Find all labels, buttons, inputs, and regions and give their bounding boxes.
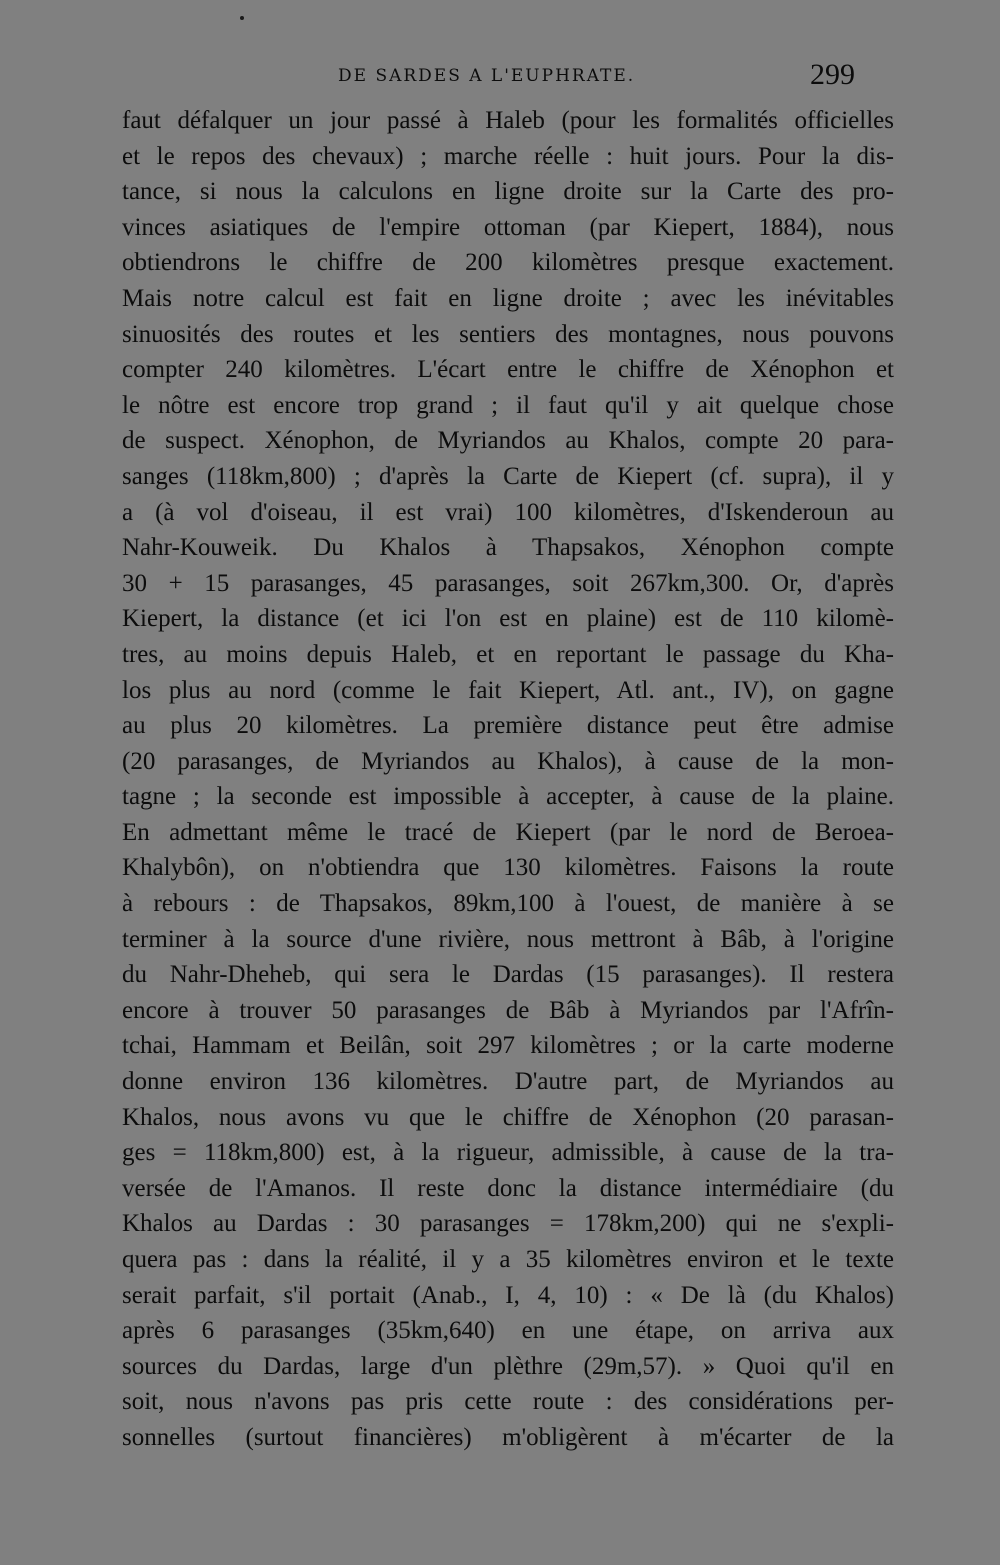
text-line: tchai, Hammam et Beilân, soit 297 kilomètres ; or la carte moderne [122, 1032, 894, 1060]
text-line: sanges (118km,800) ; d'après la Carte de Kiepert (cf. supra), il y [122, 462, 894, 490]
text-line: En admettant même le tracé de Kiepert (par le nord de Beroea- [122, 818, 894, 846]
text-line: de suspect. Xénophon, de Myriandos au Khalos, compte 20 para- [122, 427, 894, 455]
page-number: 299 [810, 58, 855, 91]
text-line: 30 + 15 parasanges, 45 parasanges, soit 267km,300. Or, d'après [122, 569, 894, 597]
text-line: vinces asiatiques de l'empire ottoman (par Kiepert, 1884), nous [122, 213, 894, 241]
text-line: terminer à la source d'une rivière, nous mettront à Bâb, à l'origine [122, 925, 894, 953]
text-line: ges = 118km,800) est, à la rigueur, admissible, à cause de la tra- [122, 1139, 894, 1167]
text-line: et le repos des chevaux) ; marche réelle : huit jours. Pour la dis- [122, 142, 894, 170]
text-line: quera pas : dans la réalité, il y a 35 kilomètres environ et le texte [122, 1246, 894, 1273]
text-line: tagne ; la seconde est impossible à accepter, à cause de la plaine. [122, 783, 894, 811]
text-line: Khalybôn), on n'obtiendra que 130 kilomètres. Faisons la route [122, 854, 894, 882]
text-line: (20 parasanges, de Myriandos au Khalos), à cause de la mon- [122, 747, 894, 775]
text-line: faut défalquer un jour passé à Haleb (pour les formalités officielles [122, 107, 894, 134]
text-line: Mais notre calcul est fait en ligne droite ; avec les inévitables [122, 284, 894, 312]
text-line: au plus 20 kilomètres. La première distance peut être admise [122, 712, 894, 740]
text-line: après 6 parasanges (35km,640) en une étape, on arriva aux [122, 1317, 894, 1345]
text-line: compter 240 kilomètres. L'écart entre le chiffre de Xénophon et [122, 356, 894, 384]
text-line: soit, nous n'avons pas pris cette route : des considérations per- [122, 1388, 894, 1416]
text-line: Kiepert, la distance (et ici l'on est en plaine) est de 110 kilomè- [122, 605, 894, 633]
text-line: los plus au nord (comme le fait Kiepert, Atl. ant., IV), on gagne [122, 676, 894, 704]
ink-speck [240, 16, 244, 20]
text-line: a (à vol d'oiseau, il est vrai) 100 kilomètres, d'Iskenderoun au [122, 498, 894, 526]
text-line: versée de l'Amanos. Il reste donc la distance intermédiaire (du [122, 1174, 894, 1202]
text-line: le nôtre est encore trop grand ; il faut qu'il y ait quelque chose [122, 391, 894, 419]
text-line: Khalos, nous avons vu que le chiffre de Xénophon (20 parasan- [122, 1103, 894, 1131]
text-line: tres, au moins depuis Haleb, et en reportant le passage du Kha- [122, 640, 894, 668]
body-text [122, 103, 894, 1456]
text-line: sonnelles (surtout financières) m'obligèrent à m'écarter de la [122, 1423, 894, 1451]
text-line: tance, si nous la calculons en ligne droite sur la Carte des pro- [122, 178, 894, 206]
text-line: obtiendrons le chiffre de 200 kilomètres presque exactement. [122, 249, 894, 277]
text-line: à rebours : de Thapsakos, 89km,100 à l'ouest, de manière à se [122, 890, 894, 918]
text-line: donne environ 136 kilomètres. D'autre part, de Myriandos au [122, 1068, 894, 1096]
text-line: sources du Dardas, large d'un plèthre (29m,57). » Quoi qu'il en [122, 1352, 894, 1380]
running-title: DE SARDES A L'EUPHRATE. [338, 66, 636, 86]
text-line: serait parfait, s'il portait (Anab., I, 4, 10) : « De là (du Khalos) [122, 1281, 894, 1309]
text-line: sinuosités des routes et les sentiers des montagnes, nous pouvons [122, 320, 894, 348]
text-line: encore à trouver 50 parasanges de Bâb à Myriandos par l'Afrîn- [122, 996, 894, 1024]
text-line: Khalos au Dardas : 30 parasanges = 178km,200) qui ne s'expli- [122, 1210, 894, 1238]
text-line: du Nahr-Dheheb, qui sera le Dardas (15 parasanges). Il restera [122, 961, 894, 989]
text-line: Nahr-Kouweik. Du Khalos à Thapsakos, Xénophon compte [122, 534, 894, 562]
